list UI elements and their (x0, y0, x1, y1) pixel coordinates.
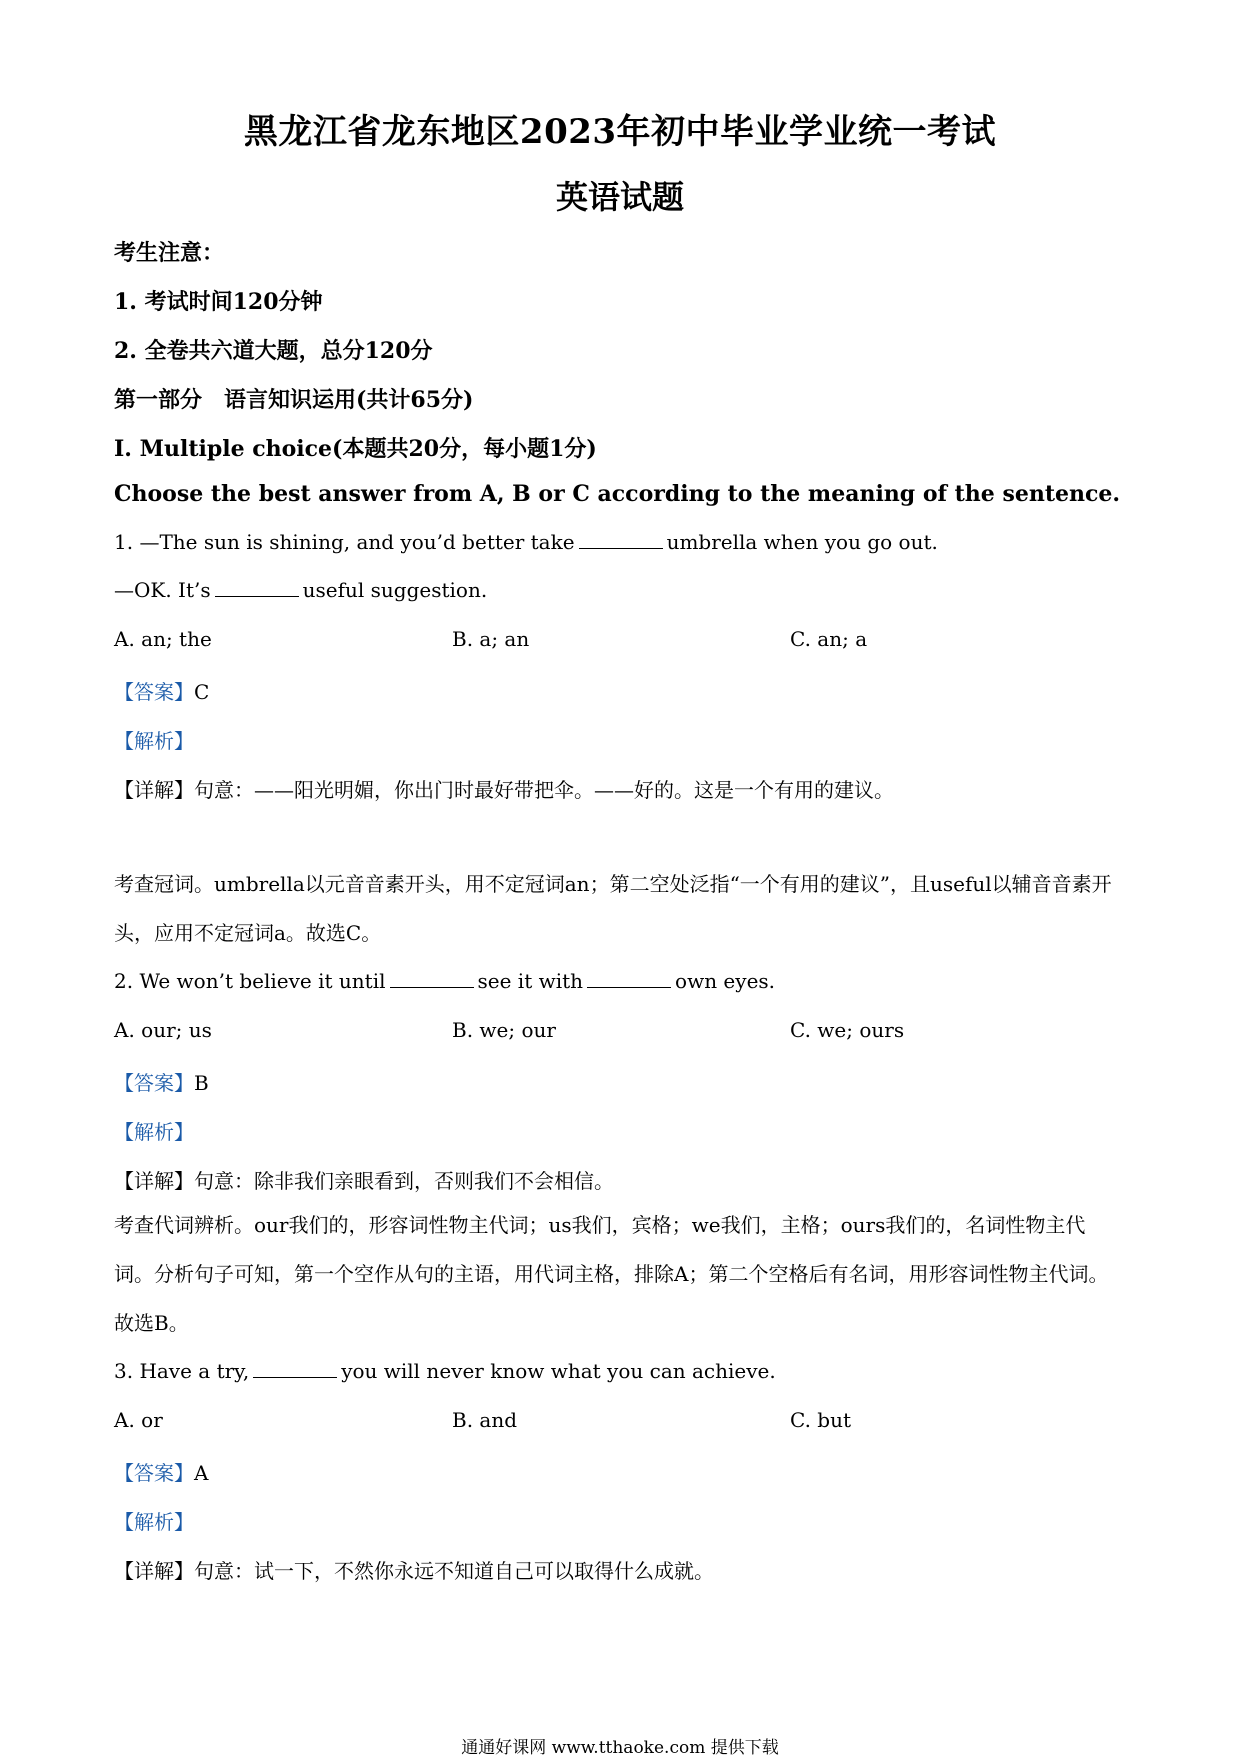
q2-explanation: 考查代词辨析。our我们的，形容词性物主代词；us我们，宾格；we我们，主格；ours我们的，名词性物主代词。分析句子可知，第一个空作从句的主语，用代词主格，排除A；第二个空格后有名词，用形容词性物主代词。故选B。 (114, 1213, 1109, 1335)
q2-detail-label: 【详解】 (114, 1169, 194, 1193)
section-instruction: Choose the best answer from A, B or C according to the meaning of the sentence. (114, 481, 1121, 507)
q3-option-b: B. and (452, 1408, 518, 1432)
q2-blank-1 (390, 971, 474, 988)
q1-answer-label: 【答案】 (114, 680, 194, 704)
q1-blank-2 (215, 580, 299, 597)
q3-analysis (114, 1506, 194, 1535)
q2-text-c: own eyes. (675, 969, 776, 993)
q3-text-a: 3. Have a try, (114, 1359, 250, 1383)
page-footer: 通通好课网 www.tthaoke.com 提供下载 (461, 1738, 779, 1758)
q1-option-a: A. an; the (114, 627, 212, 651)
q2-detail (114, 1165, 614, 1194)
q1-text-d: useful suggestion. (302, 578, 488, 602)
notice-label: 考生注意： (114, 240, 225, 266)
q3-option-a: A. or (114, 1408, 163, 1432)
q1-text-c: —OK. It’s (114, 578, 211, 602)
q1-analysis (114, 725, 194, 754)
q1-detail-text: 句意：——阳光明媚，你出门时最好带把伞。——好的。这是一个有用的建议。 (194, 778, 894, 802)
notice-item-2: 2. 全卷共六道大题，总分120分 (114, 338, 433, 364)
question-2-line-1 (114, 969, 775, 993)
q2-option-a: A. our; us (114, 1018, 212, 1042)
q1-detail-label: 【详解】 (114, 778, 194, 802)
q2-answer-label: 【答案】 (114, 1071, 194, 1095)
q3-analysis-label: 【解析】 (114, 1510, 194, 1534)
q1-detail (114, 774, 894, 803)
q1-option-c: C. an; a (790, 627, 868, 651)
q1-explanation: 考查冠词。umbrella以元音音素开头，用不定冠词an；第二空处泛指“一个有用的建议”，且useful以辅音音素开头，应用不定冠词a。故选C。 (114, 872, 1112, 945)
q3-option-c: C. but (790, 1408, 852, 1432)
question-1-line-1 (114, 530, 938, 554)
q2-option-b: B. we; our (452, 1018, 556, 1042)
part1-title: 第一部分 语言知识运用(共计65分) (114, 387, 474, 413)
q2-analysis-label: 【解析】 (114, 1120, 194, 1144)
q2-text-b: see it with (477, 969, 584, 993)
q1-text-b: umbrella when you go out. (666, 530, 938, 554)
q2-detail-text: 句意：除非我们亲眼看到，否则我们不会相信。 (194, 1169, 614, 1193)
q1-answer (114, 676, 209, 705)
page-title: 黑龙江省龙东地区2023年初中毕业学业统一考试 (243, 112, 997, 152)
question-1-line-2 (114, 578, 487, 602)
q2-answer-value: B (194, 1071, 209, 1095)
q3-detail-label: 【详解】 (114, 1559, 194, 1583)
q3-blank-1 (253, 1361, 337, 1378)
q3-answer (114, 1457, 208, 1486)
notice-item-1: 1. 考试时间120分钟 (114, 289, 323, 315)
q1-option-b: B. a; an (452, 627, 530, 651)
q2-text-a: 2. We won’t believe it until (114, 969, 386, 993)
page-subtitle: 英语试题 (555, 178, 684, 216)
q3-detail (114, 1555, 714, 1584)
q2-answer (114, 1067, 209, 1096)
q1-analysis-label: 【解析】 (114, 729, 194, 753)
q1-blank-1 (579, 532, 663, 549)
q1-text-a: 1. —The sun is shining, and you’d better take (114, 530, 575, 554)
q2-analysis (114, 1116, 194, 1145)
question-3-line-1 (114, 1359, 776, 1383)
q2-blank-2 (587, 971, 671, 988)
q3-answer-value: A (194, 1461, 209, 1485)
q3-text-b: you will never know what you can achieve. (341, 1359, 776, 1383)
q3-detail-text: 句意：试一下，不然你永远不知道自己可以取得什么成就。 (194, 1559, 714, 1583)
q3-answer-label: 【答案】 (114, 1461, 194, 1485)
q2-option-c: C. we; ours (790, 1018, 905, 1042)
section-title: Ⅰ. Multiple choice(本题共20分，每小题1分) (114, 436, 597, 462)
q1-answer-value: C (194, 680, 210, 704)
